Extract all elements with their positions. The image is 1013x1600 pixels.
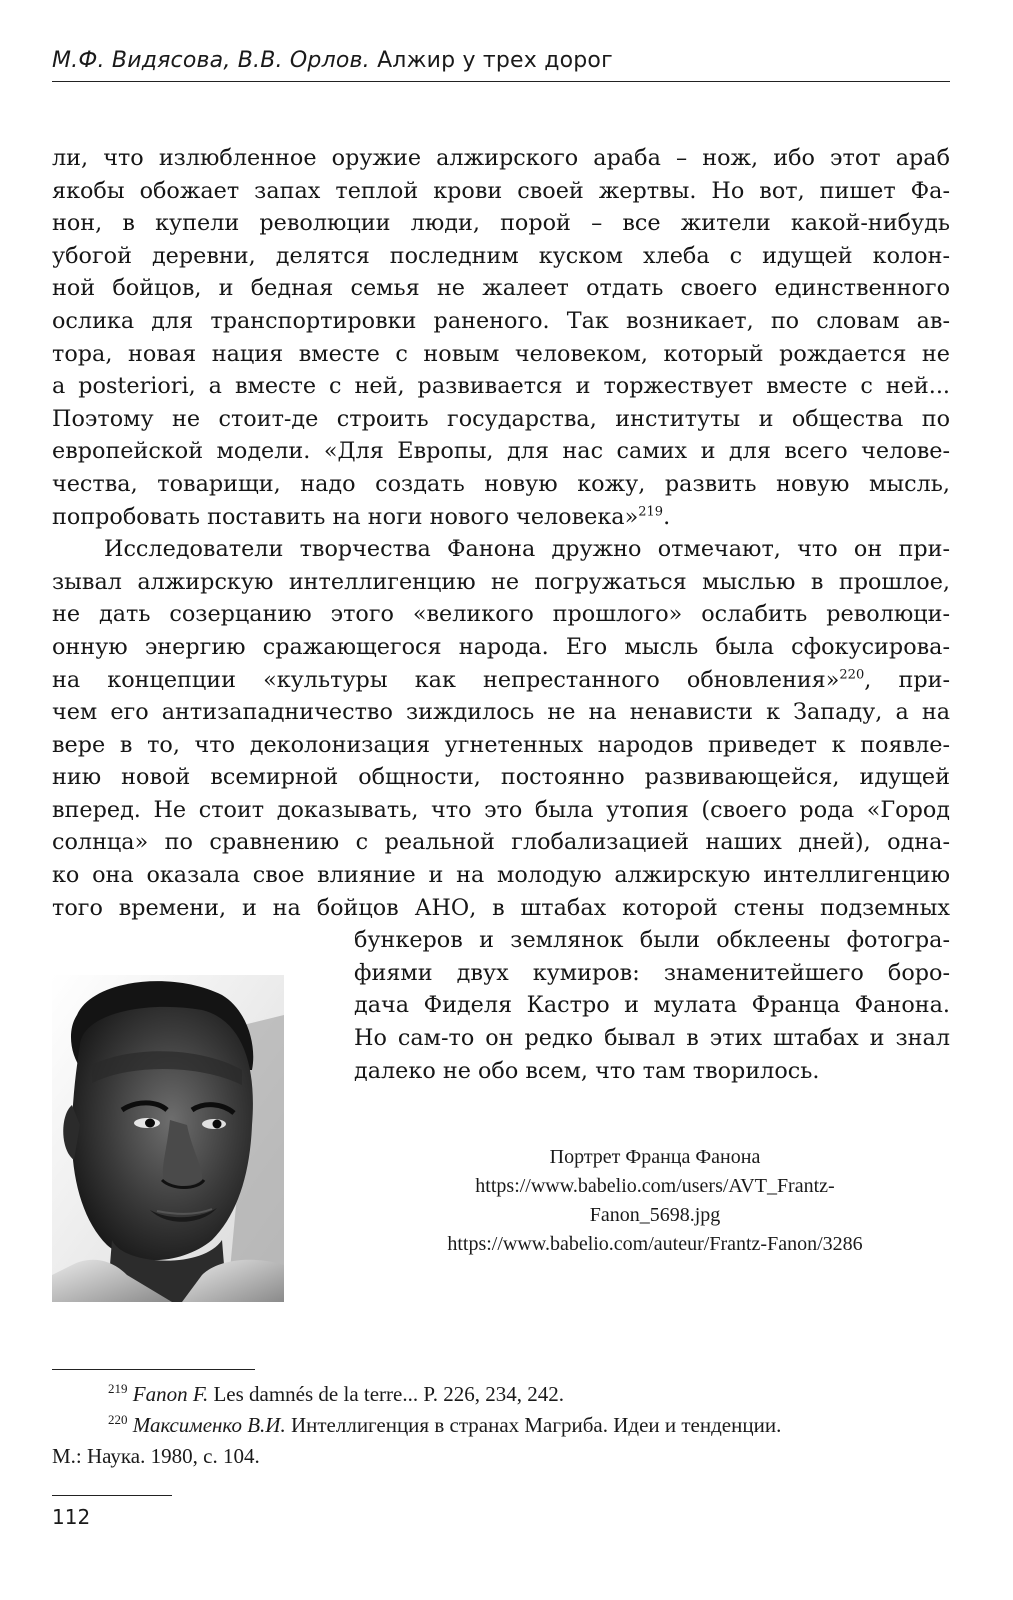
- text-fragment: .: [663, 503, 671, 530]
- text-line: [52, 664, 950, 697]
- text-line: того времени, и на бойцов АНО, в штабах которой стены подземных: [52, 894, 950, 921]
- text-fragment: попробовать поставить на ноги нового человека»: [52, 503, 639, 530]
- text-line: дача Фиделя Кастро и мулата Франца Фанона.: [354, 992, 950, 1019]
- header-authors: М.Ф. Видясова, В.В. Орлов.: [52, 48, 370, 73]
- text-line: далеко не обо всем, что там творилось.: [354, 1057, 820, 1084]
- footnote-ref-220[interactable]: 220: [839, 667, 865, 683]
- footnote-divider: [52, 1369, 255, 1370]
- footnote-number: 219: [108, 1381, 128, 1396]
- header-book-title: Алжир у трех дорог: [377, 48, 613, 73]
- text-line: ослика для транспортировки раненого. Так возникает, по словам ав-: [52, 307, 950, 334]
- footnote-continuation: М.: Наука. 1980, с. 104.: [52, 1444, 260, 1468]
- text-line: якобы обожает запах теплой крови своей жертвы. Но вот, пишет Фа-: [52, 177, 950, 204]
- caption-source-link[interactable]: Fanon_5698.jpg: [589, 1204, 721, 1226]
- footnote-author: Fanon F.: [132, 1382, 209, 1406]
- page-number-divider: [52, 1495, 172, 1496]
- main-text: [52, 142, 950, 1087]
- text-line: ко она оказала свое влияние и на молодую алжирскую интеллигенцию: [52, 862, 950, 889]
- text-line: чества, товарищи, надо создать новую кожу, развить новую мысль,: [52, 470, 950, 497]
- text-line: нон, в купели революции люди, порой – все жители какой-нибудь: [52, 210, 950, 237]
- footnote-219: [52, 1379, 950, 1410]
- text-line: бункеров и землянок были обклеены фотогра-: [354, 927, 950, 954]
- text-line: зывал алжирскую интеллигенцию не погружаться мыслью в прошлое,: [52, 568, 950, 595]
- running-header: [52, 48, 950, 82]
- footnote-220: [52, 1410, 950, 1441]
- footnote-ref-219[interactable]: 219: [638, 504, 664, 520]
- text-line: ной бойцов, и бедная семья не жалеет отдать своего единственного: [52, 275, 950, 302]
- caption-source-link[interactable]: https://www.babelio.com/auteur/Frantz-Fanon/3286: [447, 1233, 863, 1255]
- caption-source-link[interactable]: https://www.babelio.com/users/AVT_Frantz-: [475, 1175, 835, 1197]
- text-line: Исследователи творчества Фанона дружно отмечают, что он при-: [104, 536, 950, 563]
- text-line: вперед. Не стоит доказывать, что это была утопия (своего рода «Город: [52, 796, 950, 823]
- text-line: вере в то, что деколонизация угнетенных народов приведет к появле-: [52, 731, 950, 758]
- footnote-number: 220: [108, 1412, 128, 1427]
- footnote-author: Максименко В.И.: [132, 1413, 286, 1437]
- footnote-text: Les damnés de la terre... P. 226, 234, 242.: [208, 1382, 564, 1406]
- text-line: фиями двух кумиров: знаменитейшего боро-: [354, 959, 950, 986]
- text-fragment: на концепции «культуры как непрестанного обновления»: [52, 666, 840, 693]
- text-line: не дать созерцанию этого «великого прошлого» ослабить революци-: [52, 601, 950, 628]
- portrait-photo: [52, 975, 284, 1302]
- text-line: чем его антизападничество зиждилось не на ненависти к Западу, а на: [52, 699, 950, 726]
- text-line: Но сам-то он редко бывал в этих штабах и знал: [354, 1025, 950, 1052]
- portrait-illustration: [52, 975, 284, 1302]
- footnote-text: Интеллигенция в странах Магриба. Идеи и тенденции.: [285, 1413, 782, 1437]
- photo-caption: [360, 1143, 950, 1259]
- text-line: солнца» по сравнению с реальной глобализацией наших дней), одна-: [52, 829, 950, 856]
- text-line: ли, что излюбленное оружие алжирского араба – нож, ибо этот араб: [52, 145, 950, 171]
- text-line: европейской модели. «Для Европы, для нас самих и для всего челове-: [52, 438, 950, 465]
- text-line: убогой деревни, делятся последним куском хлеба с идущей колон-: [52, 242, 950, 269]
- text-line: тора, новая нация вместе с новым человеком, который рождается не: [52, 340, 950, 367]
- caption-title: Портрет Франца Фанона: [549, 1146, 761, 1168]
- text-line: нию новой всемирной общности, постоянно развивающейся, идущей: [52, 764, 950, 791]
- text-line: онную энергию сражающегося народа. Его мысль была сфокусирова-: [52, 633, 950, 660]
- text-fragment: , при-: [864, 666, 950, 693]
- text-line: [52, 501, 950, 534]
- page-number: 112: [52, 1505, 91, 1529]
- footnotes: [52, 1379, 950, 1472]
- text-line: a posteriori, а вместе с ней, развивается и торжествует вместе с ней...: [52, 373, 950, 400]
- text-line: Поэтому не стоит-де строить государства, институты и общества по: [52, 405, 950, 432]
